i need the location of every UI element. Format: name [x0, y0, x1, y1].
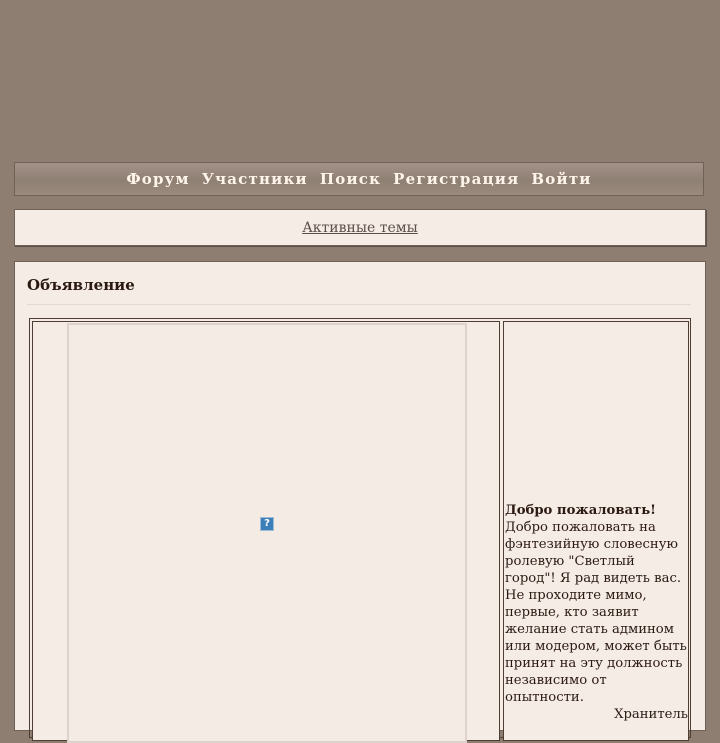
title-divider — [27, 304, 691, 305]
nav-members[interactable]: Участники — [201, 170, 308, 188]
welcome-text: Добро пожаловать на фэнтезийную словесную ролевую "Светлый город"! Я рад видеть вас. Не проходите мимо, первые, кто заявит желание стать админом или модером, может быть принят на эту должность независимо от опытности. — [505, 520, 687, 705]
broken-image-icon: ? — [260, 517, 274, 531]
nav-login[interactable]: Войти — [531, 170, 592, 188]
nav-register[interactable]: Регистрация — [393, 170, 520, 188]
welcome-message — [505, 502, 688, 723]
signature: Хранитель — [614, 707, 688, 722]
sub-navigation — [14, 209, 706, 246]
nav-search[interactable]: Поиск — [319, 170, 382, 188]
announcement-title: Объявление — [27, 276, 135, 294]
header-banner-area — [0, 0, 720, 162]
main-navigation — [14, 162, 704, 196]
announcement-panel — [14, 261, 706, 731]
announcement-image-cell — [32, 321, 500, 741]
nav-forum[interactable]: Форум — [126, 170, 190, 188]
announcement-table — [29, 318, 691, 738]
image-frame — [67, 323, 467, 743]
active-topics-link[interactable]: Активные темы — [302, 219, 418, 236]
announcement-text-cell — [503, 321, 689, 741]
welcome-title: Добро пожаловать! — [505, 503, 656, 518]
